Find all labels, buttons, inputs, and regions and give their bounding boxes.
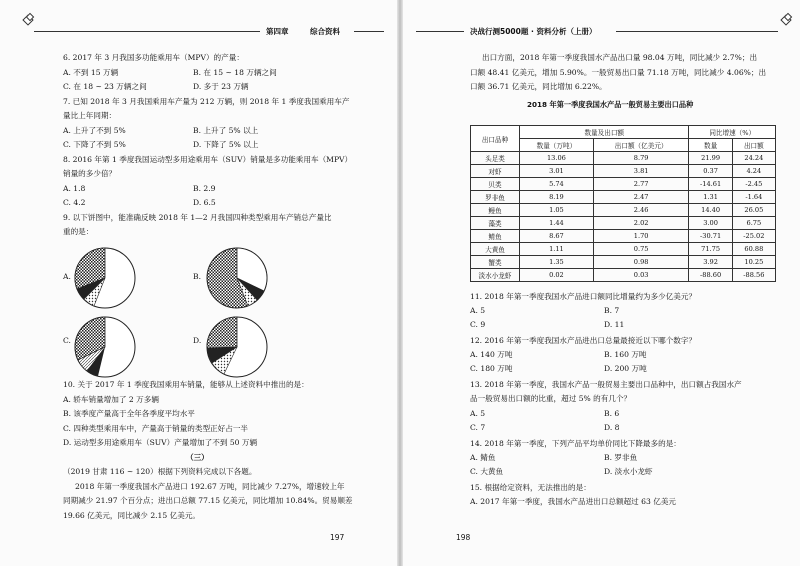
q8-stem-cont: 销量的多少倍？ <box>63 169 117 178</box>
q10-option-c: C. 四种类型乘用车中，产量高于销量的类型正好占一半 <box>63 424 249 433</box>
cell-export-value: 2.47 <box>593 191 689 204</box>
q8-option-a: A. 1.8 <box>63 184 86 193</box>
q11-option-c: C. 9 <box>470 320 486 329</box>
header-export-value: 出口额（亿美元） <box>593 139 689 152</box>
cell-value-growth: 4.24 <box>732 165 775 178</box>
material-para-1: 2018 年第一季度我国水产品进口 192.67 万吨，同比减少 7.27%，增速较上年 <box>75 482 345 491</box>
cell-quantity-growth: -14.61 <box>689 178 732 191</box>
export-table <box>470 125 776 282</box>
cell-value-growth: -88.56 <box>732 269 775 282</box>
table-row <box>471 152 776 165</box>
cell-value-growth: 60.88 <box>732 243 775 256</box>
export-para-1: 出口方面，2018 年第一季度我国水产品出口量 98.04 万吨，同比减少 2.7%；出 <box>482 53 758 62</box>
q8-option-b: B. 2.9 <box>193 184 216 193</box>
q7-stem-cont: 量比上年同期： <box>63 111 117 120</box>
cell-quantity: 8.67 <box>520 230 594 243</box>
q9-stem: 9. 以下饼图中，能准确反映 2018 年 1—2 月我国四种类型乘用车产销总产量比 <box>63 213 332 222</box>
q14-stem: 14. 2018 年第一季度，下列产品平均单价同比下降最多的是： <box>470 439 681 448</box>
cell-export-value: 0.03 <box>593 269 689 282</box>
q11-stem: 11. 2018 年第一季度我国水产品进口额同比增量约为多少亿美元？ <box>470 292 697 301</box>
q8-stem: 8. 2016 年第 1 季度我国运动型多用途乘用车（SUV）销量是多功能乘用车（MPV） <box>63 155 353 164</box>
q13-option-d: D. 8 <box>604 423 620 432</box>
section-three-title: （三） <box>186 453 209 462</box>
q14-option-b: B. 罗非鱼 <box>604 453 638 462</box>
q14-option-a: A. 鲭鱼 <box>470 453 496 462</box>
q9-option-c-label: C. <box>63 336 71 345</box>
diamond-ornament-icon <box>780 14 791 25</box>
chapter-label: 第四章 <box>266 27 289 36</box>
material-para-3: 19.66 亿美元，同比减少 2.15 亿美元。 <box>63 511 201 520</box>
q13-option-a: A. 5 <box>470 409 486 418</box>
table-row <box>471 204 776 217</box>
cell-export-value: 0.98 <box>593 256 689 269</box>
cell-quantity-growth: -88.60 <box>689 269 732 282</box>
table-row <box>471 256 776 269</box>
cell-quantity: 1.44 <box>520 217 594 230</box>
header-group-growth: 同比增速（%） <box>689 126 776 139</box>
cell-item: 鳗鱼 <box>471 204 520 217</box>
q9-option-a-label: A. <box>63 272 71 281</box>
q13-option-b: B. 6 <box>604 409 620 418</box>
cell-quantity: 1.35 <box>520 256 594 269</box>
q10-option-d: D. 运动型多用途乘用车（SUV）产量增加了不到 50 万辆 <box>63 438 258 447</box>
material-intro: （2019 甘肃 116 ~ 120）根据下列资料完成以下各题。 <box>63 467 257 476</box>
q7-stem: 7. 已知 2018 年 3 月我国乘用车产量为 212 万辆，则 2018 年 1 季度我国乘用车产 <box>63 97 350 106</box>
table-row <box>471 165 776 178</box>
q10-option-b: B. 该季度产量高于全年各季度平均水平 <box>63 409 195 418</box>
table-header-row <box>471 126 776 139</box>
pie-chart-option-c <box>70 312 140 382</box>
cell-export-value: 0.75 <box>593 243 689 256</box>
cell-value-growth: 26.05 <box>732 204 775 217</box>
table-row <box>471 191 776 204</box>
cell-export-value: 8.79 <box>593 152 689 165</box>
cell-quantity-growth: 14.40 <box>689 204 732 217</box>
cell-export-value: 3.81 <box>593 165 689 178</box>
cell-value-growth: 6.75 <box>732 217 775 230</box>
q6-stem: 6. 2017 年 3 月我国多功能乘用车（MPV）的产量： <box>63 53 244 62</box>
cell-quantity: 3.01 <box>520 165 594 178</box>
cell-value-growth: 24.24 <box>732 152 775 165</box>
cell-export-value: 2.46 <box>593 204 689 217</box>
cell-item: 罗非鱼 <box>471 191 520 204</box>
pie-chart-option-a <box>70 243 140 313</box>
q14-option-c: C. 大黄鱼 <box>470 467 504 476</box>
q11-option-a: A. 5 <box>470 306 486 315</box>
table-title: 2018 年第一季度我国水产品一般贸易主要出口品种 <box>527 100 694 109</box>
q11-option-b: B. 7 <box>604 306 620 315</box>
q9-option-b-label: B. <box>193 272 201 281</box>
page-number-left: 197 <box>330 533 345 542</box>
q7-option-a: A. 上升了不到 5% <box>63 126 126 135</box>
cell-quantity: 5.74 <box>520 178 594 191</box>
q12-stem: 12. 2016 年第一季度我国水产品进出口总量最接近以下哪个数字？ <box>470 336 697 345</box>
cell-quantity: 13.06 <box>520 152 594 165</box>
cell-value-growth: 10.25 <box>732 256 775 269</box>
cell-quantity-growth: 3.92 <box>689 256 732 269</box>
pie-chart-option-b <box>202 243 272 313</box>
book-title: 决战行测5000题 · 资料分析（上册） <box>470 27 597 36</box>
export-para-2: 口额 48.41 亿美元，增加 5.90%。一般贸易出口量 71.18 万吨，同比减少 4.06%；出 <box>470 68 767 77</box>
cell-value-growth: -25.02 <box>732 230 775 243</box>
cell-quantity: 1.11 <box>520 243 594 256</box>
pie-chart-option-d <box>202 312 272 382</box>
cell-quantity-growth: 71.75 <box>689 243 732 256</box>
cell-item: 贝类 <box>471 178 520 191</box>
cell-value-growth: -1.64 <box>732 191 775 204</box>
q12-option-b: B. 160 万吨 <box>604 350 647 359</box>
cell-export-value: 2.77 <box>593 178 689 191</box>
cell-item: 藻类 <box>471 217 520 230</box>
q14-option-d: D. 淡水小龙虾 <box>604 467 653 476</box>
cell-value-growth: -2.45 <box>732 178 775 191</box>
q13-stem-cont: 品一般贸易出口额的比重，超过 5% 的有几个？ <box>470 394 632 403</box>
q12-option-c: C. 180 万吨 <box>470 364 513 373</box>
diamond-ornament-icon <box>22 14 33 25</box>
q6-option-b: B. 在 15 ~ 18 万辆之间 <box>193 68 277 77</box>
cell-quantity: 0.02 <box>520 269 594 282</box>
q12-option-d: D. 200 万吨 <box>604 364 647 373</box>
cell-quantity-growth: 21.99 <box>689 152 732 165</box>
table-row <box>471 269 776 282</box>
q9-stem-cont: 重的是： <box>63 227 94 236</box>
q7-option-d: D. 下降了 5% 以上 <box>193 140 259 149</box>
cell-item: 头足类 <box>471 152 520 165</box>
q15-stem: 15. 根据给定资料，无法推出的是： <box>470 483 591 492</box>
q13-option-c: C. 7 <box>470 423 486 432</box>
q7-option-b: B. 上升了 5% 以上 <box>193 126 259 135</box>
q15-option-a: A. 2017 年第一季度，我国水产品进出口总额超过 63 亿美元 <box>470 497 677 506</box>
cell-quantity: 8.19 <box>520 191 594 204</box>
header-quantity-growth: 数量 <box>689 139 732 152</box>
cell-item: 对虾 <box>471 165 520 178</box>
cell-quantity-growth: 1.31 <box>689 191 732 204</box>
table-row <box>471 217 776 230</box>
cell-export-value: 2.02 <box>593 217 689 230</box>
q10-stem: 10. 关于 2017 年 1 季度我国乘用车销量，能够从上述资料中推出的是： <box>63 380 309 389</box>
page-number-right: 198 <box>456 533 471 542</box>
q6-option-c: C. 在 18 ~ 23 万辆之间 <box>63 82 147 91</box>
table-row <box>471 178 776 191</box>
cell-export-value: 1.70 <box>593 230 689 243</box>
q6-option-d: D. 多于 23 万辆 <box>193 82 249 91</box>
header-group-quantity-value: 数量及出口额 <box>520 126 689 139</box>
q9-option-d-label: D. <box>193 336 202 345</box>
q7-option-c: C. 下降了不到 5% <box>63 140 126 149</box>
cell-quantity-growth: 3.00 <box>689 217 732 230</box>
cell-item: 大黄鱼 <box>471 243 520 256</box>
header-item: 出口品种 <box>471 126 520 152</box>
q8-option-d: D. 6.5 <box>193 198 216 207</box>
header-quantity: 数量（万吨） <box>520 139 594 152</box>
cell-item: 鲭鱼 <box>471 230 520 243</box>
cell-item: 蟹类 <box>471 256 520 269</box>
export-para-3: 口额 36.71 亿美元，同比增加 6.22%。 <box>470 82 607 91</box>
q13-stem: 13. 2018 年第一季度，我国水产品一般贸易主要出口品种中，出口额占我国水产 <box>470 380 742 389</box>
header-value-growth: 出口额 <box>732 139 775 152</box>
q12-option-a: A. 140 万吨 <box>470 350 513 359</box>
table-row <box>471 230 776 243</box>
q8-option-c: C. 4.2 <box>63 198 86 207</box>
cell-item: 淡水小龙虾 <box>471 269 520 282</box>
cell-quantity-growth: 0.37 <box>689 165 732 178</box>
cell-quantity-growth: -30.71 <box>689 230 732 243</box>
q11-option-d: D. 11 <box>604 320 625 329</box>
q6-option-a: A. 不到 15 万辆 <box>63 68 119 77</box>
material-para-2: 同期减少 21.97 个百分点；进出口总额 77.15 亿美元，同比增加 10.84%。贸易顺差 <box>63 496 353 505</box>
section-label: 综合资料 <box>310 27 340 36</box>
cell-quantity: 1.05 <box>520 204 594 217</box>
table-row <box>471 243 776 256</box>
q10-option-a: A. 轿车销量增加了 2 万多辆 <box>63 395 159 404</box>
